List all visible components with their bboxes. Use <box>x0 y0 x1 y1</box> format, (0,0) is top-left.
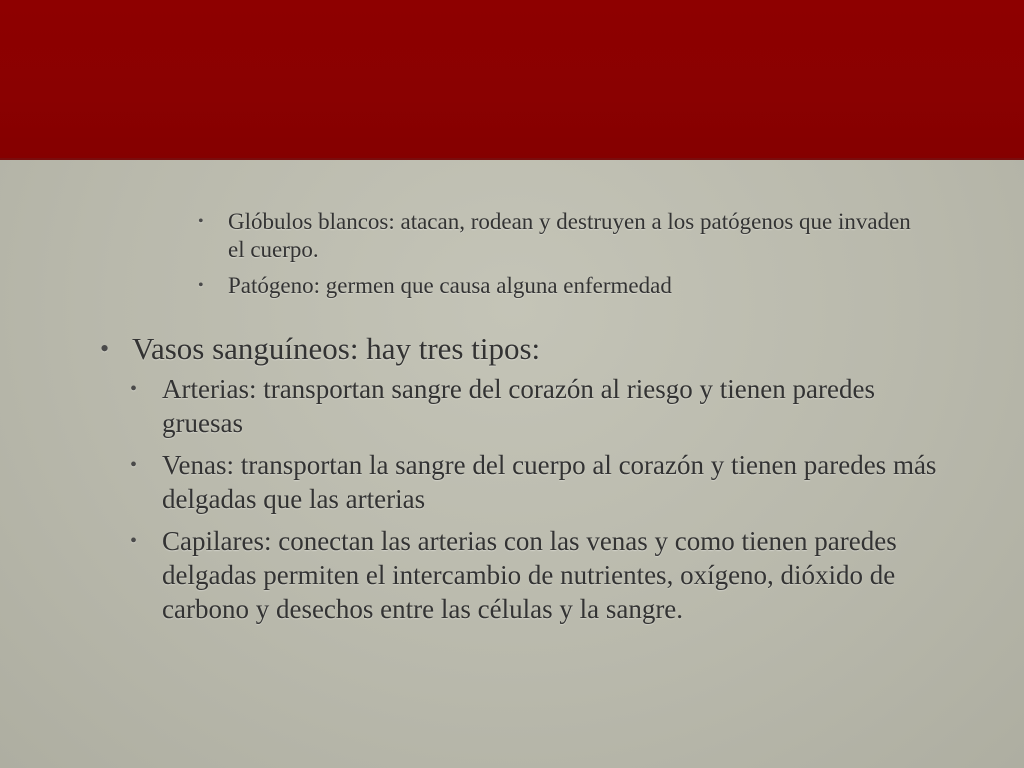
sub-bullet-list <box>100 372 940 626</box>
bullet-arterias: • Arterias: transportan sangre del corazón al riesgo y tienen paredes gruesas <box>162 372 940 440</box>
sub-bullet-container <box>100 372 940 626</box>
bullet-capilares: • Capilares: conectan las arterias con las venas y como tienen paredes delgadas permiten el intercambio de nutrientes, oxígeno, dióxido de carbono y desechos entre las células y la sangre. <box>162 524 940 626</box>
title-band <box>0 0 1024 160</box>
main-bullet-list <box>100 330 940 634</box>
bullet-patogeno: • Patógeno: germen que causa alguna enfermedad <box>228 272 918 300</box>
bullet-globulos-blancos: • Glóbulos blancos: atacan, rodean y destruyen a los patógenos que invaden el cuerpo. <box>228 208 918 264</box>
bullet-vasos-sanguineos-text: Vasos sanguíneos: hay tres tipos: <box>132 331 541 366</box>
secondary-bullet-list <box>228 208 918 308</box>
bullet-venas: • Venas: transportan la sangre del cuerpo al corazón y tienen paredes más delgadas que las arterias <box>162 448 940 516</box>
bullet-vasos-sanguineos <box>100 330 940 368</box>
